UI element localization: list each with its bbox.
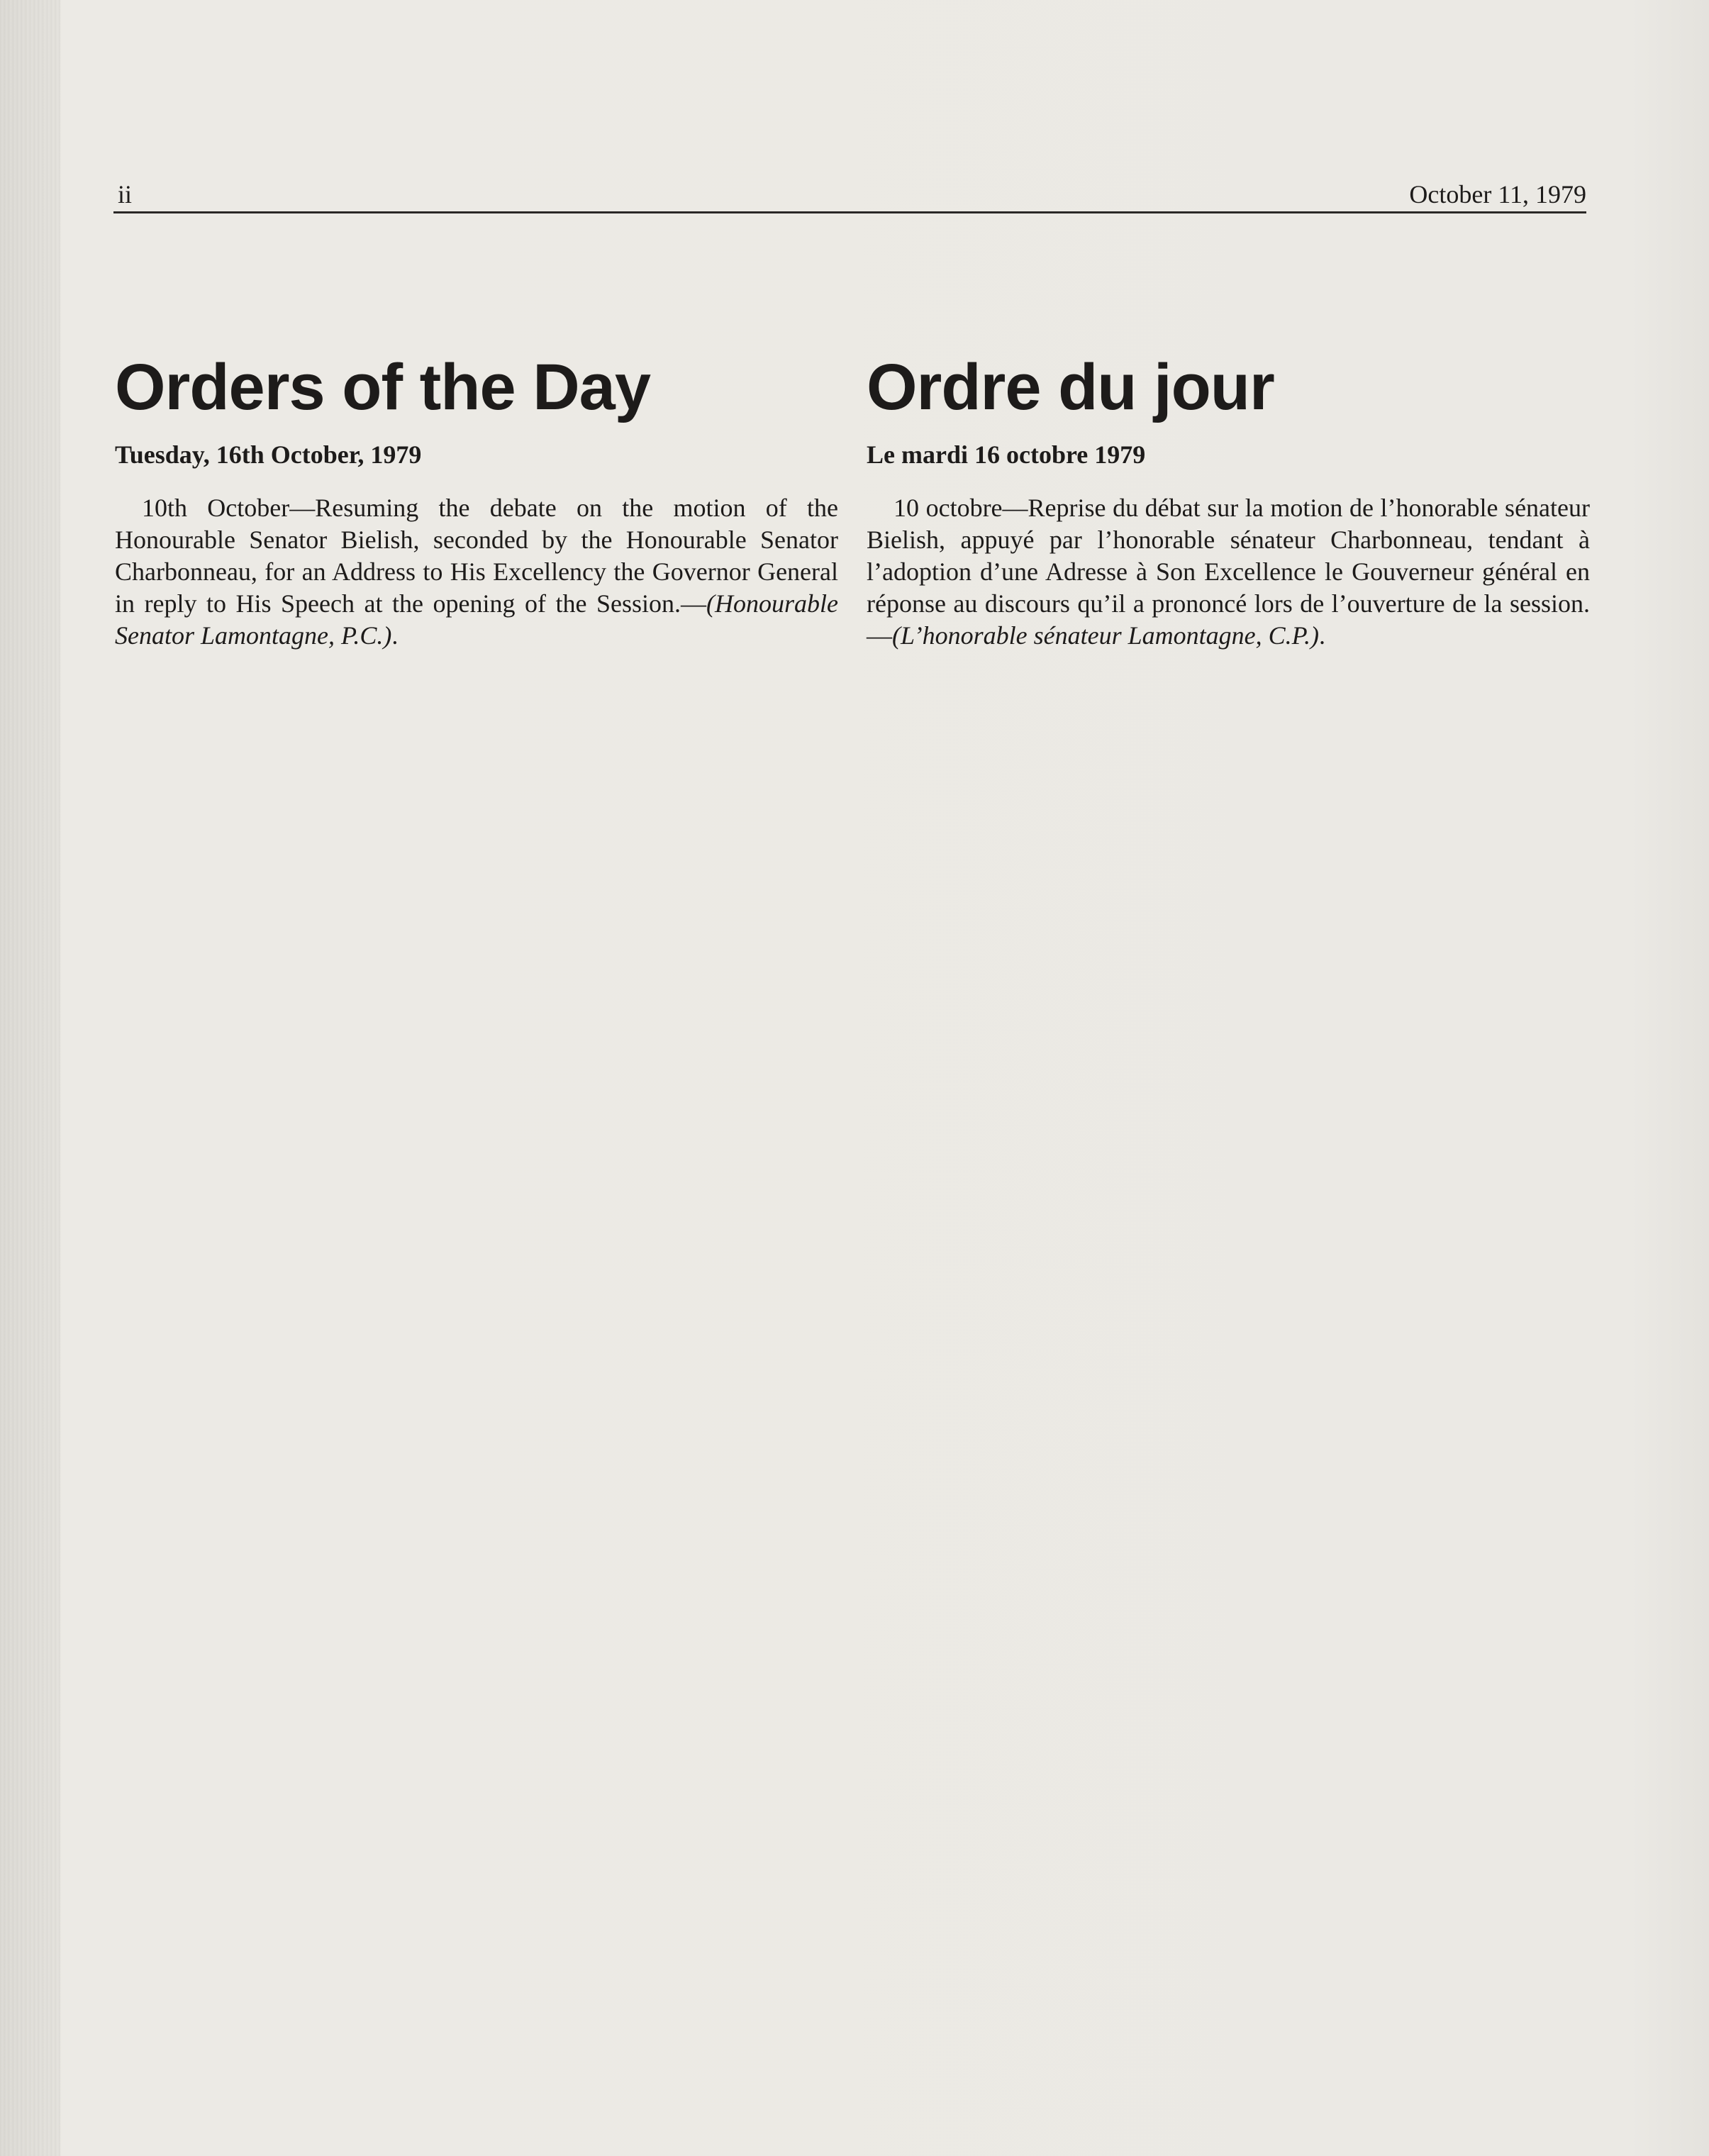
english-order-end: . [391, 621, 399, 650]
english-title: Orders of the Day [115, 351, 650, 423]
french-order-end: . [1318, 621, 1325, 650]
page-number: ii [118, 180, 133, 209]
french-date-heading: Le mardi 16 octobre 1979 [867, 440, 1146, 469]
english-date-heading: Tuesday, 16th October, 1979 [115, 440, 422, 469]
page-edge [0, 0, 60, 2156]
english-order-item [115, 492, 838, 652]
header-date: October 11, 1979 [1409, 180, 1586, 209]
english-order-sponsor: (Honourable Senator Lamontagne, P.C.) [115, 589, 838, 650]
running-header [113, 176, 1586, 213]
french-column [867, 348, 1590, 677]
french-order-text: 10 octobre—Reprise du débat sur la motion de l’honorable sénateur Bielish, appuyé par l’honorable sénateur Charbonneau, tendant à l’adoption d’une Adresse à Son Excellence le Gouverneur général en réponse au discours qu’il a prononcé lors de l’ouverture de la session.— [867, 494, 1590, 650]
english-column [115, 348, 838, 677]
english-order-text: 10th October—Resuming the debate on the motion of the Honourable Senator Bielish, seconded by the Honourable Senator Charbonneau, for an Address to His Excellency the Governor General in reply to His Speech at the opening of the Session.— [115, 494, 838, 618]
french-order-item [867, 492, 1590, 652]
header-rule [113, 211, 1586, 213]
french-order-sponsor: (L’honorable sénateur Lamontagne, C.P.) [892, 621, 1319, 650]
french-title: Ordre du jour [867, 351, 1274, 423]
